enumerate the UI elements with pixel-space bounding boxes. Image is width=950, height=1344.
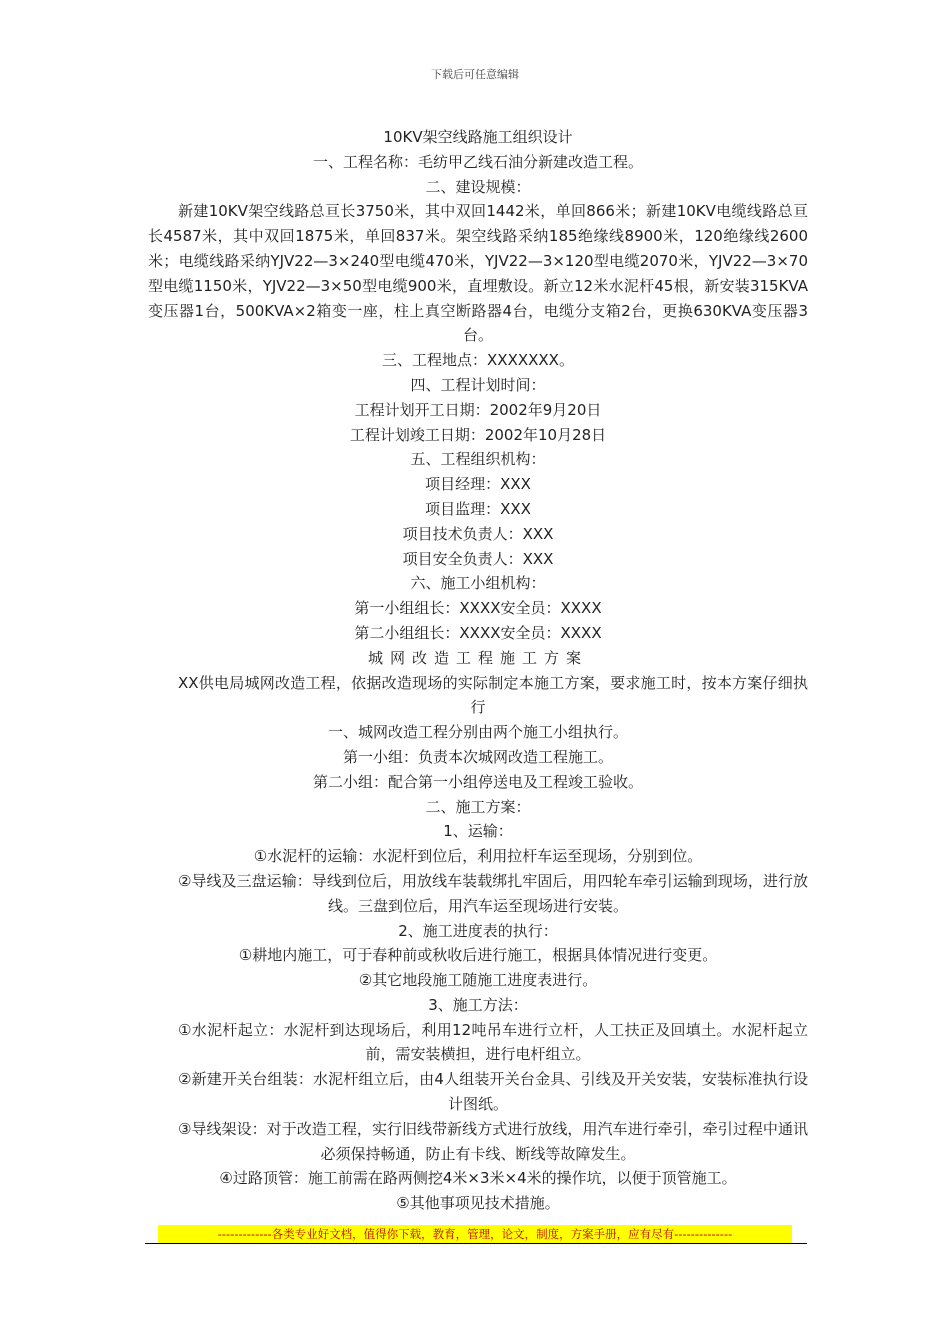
footer-banner: -------------各类专业好文档，值得你下载，教育，管理，论文，制度，方案手册，应有尽有-------------- [158, 1225, 792, 1243]
section-heading: 一、城网改造工程分别由两个施工小组执行。 [327, 723, 628, 742]
safety-lead-line: 项目安全负责人：XXX [402, 549, 554, 568]
section-heading: 二、建设规模： [425, 177, 531, 196]
subsection-heading: 3、施工方法： [428, 995, 528, 1014]
document-body [148, 125, 808, 1216]
footer-divider [145, 1243, 807, 1244]
start-date-line: 工程计划开工日期：2002年9月20日 [354, 400, 602, 419]
list-item: ②导线及三盘运输：导线到位后，用放线车装载绑扎牢固后，用四轮车牵引运输到现场，进行放线。三盘到位后，用汽车运至现场进行安装。 [178, 871, 808, 915]
list-item: ②其它地段施工随施工进度表进行。 [358, 971, 598, 990]
section-heading: 二、施工方案： [425, 797, 531, 816]
team-one-duty-line: 第一小组：负责本次城网改造工程施工。 [342, 747, 613, 766]
section-heading: 四、工程计划时间： [410, 375, 546, 394]
list-item: ⑤其他事项见技术措施。 [396, 1194, 560, 1213]
list-item: ③导线架设：对于改造工程，实行旧线带新线方式进行放线，用汽车进行牵引，牵引过程中通讯必须保持畅通，防止有卡线、断线等故障发生。 [178, 1119, 808, 1163]
list-item: ②新建开关台组装：水泥杆组立后，由4人组装开关台金具、引线及开关安装，安装标准执行设计图纸。 [178, 1070, 808, 1114]
completion-date-line: 工程计划竣工日期：2002年10月28日 [349, 425, 607, 444]
construction-scale-paragraph: 新建10KV架空线路总亘长3750米，其中双回1442米，单回866米；新建10KV电缆线路总亘长4587米，其中双回1875米，单回837米。架空线路采纳185绝缘线8900米，120绝缘线2600米；电缆线路采纳YJV22—3×240型电缆470米，YJV22—3×120型电缆2070米，YJV22—3×70型电缆1150米，YJV22—3×50型电缆900米，直埋敷设。新立12米水泥杆45根，新安装315KVA变压器1台，500KVA×2箱变一座，柱上真空断路器4台，电缆分支箱2台，更换630KVA变压器3台。 [148, 202, 808, 345]
team-two-duty-line: 第二小组：配合第一小组停送电及工程竣工验收。 [312, 772, 643, 791]
plan-intro-paragraph: XX供电局城网改造工程，依据改造现场的实际制定本施工方案，要求施工时，按本方案仔细执行 [178, 673, 808, 717]
team-one-line: 第一小组组长：XXXX安全员：XXXX [354, 599, 602, 618]
subsection-heading: 2、施工进度表的执行： [398, 921, 558, 940]
subsection-heading: 1、运输： [443, 822, 513, 841]
list-item: ①水泥杆的运输：水泥杆到位后，利用拉杆车运至现场，分别到位。 [253, 847, 703, 866]
section-heading: 五、工程组织机构： [410, 450, 546, 469]
document-title: 10KV架空线路施工组织设计 [383, 128, 573, 146]
list-item: ①耕地内施工，可于春种前或秋收后进行施工，根据具体情况进行变更。 [238, 946, 718, 965]
project-name-line: 一、工程名称：毛纺甲乙线石油分新建改造工程。 [312, 152, 643, 171]
section-heading: 六、施工小组机构： [410, 574, 546, 593]
project-manager-line: 项目经理：XXX [425, 475, 531, 494]
project-location-line: 三、工程地点：XXXXXXX。 [382, 351, 574, 370]
team-two-line: 第二小组组长：XXXX安全员：XXXX [354, 623, 602, 642]
plan-title: 城网改造工程施工方案 [367, 648, 588, 667]
list-item: ④过路顶管：施工前需在路两侧挖4米×3米×4米的操作坑，以便于顶管施工。 [219, 1169, 737, 1188]
header-note: 下载后可任意编辑 [431, 68, 519, 81]
technical-lead-line: 项目技术负责人：XXX [402, 524, 554, 543]
list-item: ①水泥杆起立：水泥杆到达现场后，利用12吨吊车进行立杆，人工扶正及回填土。水泥杆起立前，需安装横担，进行电杆组立。 [178, 1020, 808, 1064]
project-supervisor-line: 项目监理：XXX [425, 499, 531, 518]
